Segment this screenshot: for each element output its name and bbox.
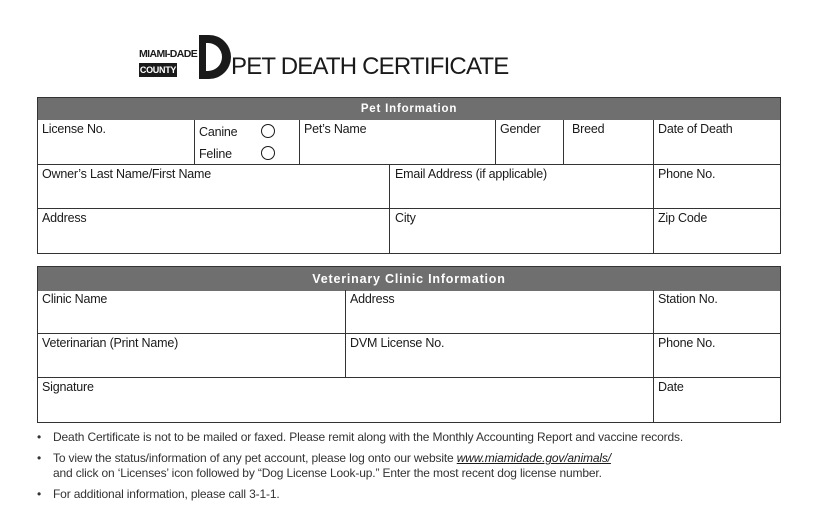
dvm-license-field[interactable] xyxy=(346,334,654,378)
note-website-text-2: and click on ‘Licenses’ icon followed by “Dog License Look-up.” Enter the most recent dog license number. xyxy=(53,466,602,480)
city-label: City xyxy=(395,211,416,225)
pets-name-field[interactable] xyxy=(300,120,496,165)
notes-list xyxy=(35,430,805,508)
note-website-text: To view the status/information of any pet account, please log onto our website xyxy=(53,451,457,465)
gender-field[interactable] xyxy=(496,120,564,165)
gender-label: Gender xyxy=(500,122,541,136)
veterinarian-field[interactable] xyxy=(38,334,346,378)
vet-clinic-section xyxy=(37,266,781,423)
email-field[interactable] xyxy=(390,165,654,209)
feline-radio[interactable] xyxy=(261,146,275,160)
license-no-label: License No. xyxy=(42,122,106,136)
date-of-death-field[interactable] xyxy=(654,120,780,165)
miami-dade-logo xyxy=(139,35,231,79)
clinic-name-label: Clinic Name xyxy=(42,292,108,306)
species-field xyxy=(195,120,300,165)
date-label: Date xyxy=(658,380,684,394)
pet-information-section xyxy=(37,97,781,254)
owner-address-label: Address xyxy=(42,211,87,225)
owner-phone-field[interactable] xyxy=(654,165,780,209)
dvm-license-label: DVM License No. xyxy=(350,336,445,350)
logo-text-top: MIAMI-DADE xyxy=(139,48,198,60)
station-no-label: Station No. xyxy=(658,292,718,306)
clinic-name-field[interactable] xyxy=(38,290,346,334)
owner-name-field[interactable] xyxy=(38,165,390,209)
signature-field[interactable] xyxy=(38,378,654,422)
website-link[interactable]: www.miamidade.gov/animals/ xyxy=(456,451,611,465)
clinic-address-label: Address xyxy=(350,292,395,306)
veterinarian-label: Veterinarian (Print Name) xyxy=(42,336,179,350)
note-call-text: For additional information, please call 3-1-1. xyxy=(53,487,280,501)
canine-radio[interactable] xyxy=(261,124,275,138)
canine-label: Canine xyxy=(199,125,238,139)
bullet: • xyxy=(37,451,42,465)
zip-code-label: Zip Code xyxy=(658,211,708,225)
note-mailing xyxy=(35,430,805,445)
email-label: Email Address (if applicable) xyxy=(395,167,547,181)
vet-phone-label: Phone No. xyxy=(658,336,716,350)
signature-label: Signature xyxy=(42,380,94,394)
feline-label: Feline xyxy=(199,147,232,161)
date-of-death-label: Date of Death xyxy=(658,122,733,136)
license-no-field[interactable] xyxy=(38,120,195,165)
owner-address-field[interactable] xyxy=(38,209,390,253)
zip-code-field[interactable] xyxy=(654,209,780,253)
clinic-address-field[interactable] xyxy=(346,290,654,334)
vet-phone-field[interactable] xyxy=(654,334,780,378)
pets-name-label: Pet’s Name xyxy=(304,122,367,136)
logo-text-bottom: COUNTY xyxy=(139,65,177,75)
bullet: • xyxy=(37,487,42,501)
vet-clinic-heading: Veterinary Clinic Information xyxy=(38,267,780,291)
city-field[interactable] xyxy=(390,209,654,253)
note-website xyxy=(35,451,805,481)
owner-phone-label: Phone No. xyxy=(658,167,716,181)
note-mailing-text: Death Certificate is not to be mailed or faxed. Please remit along with the Monthly Accounting Report and vaccine records. xyxy=(53,430,684,444)
date-field[interactable] xyxy=(654,378,780,422)
breed-field[interactable] xyxy=(564,120,654,165)
pet-information-heading: Pet Information xyxy=(38,98,780,120)
page-title: PET DEATH CERTIFICATE xyxy=(231,53,509,80)
owner-name-label: Owner’s Last Name/First Name xyxy=(42,167,211,181)
bullet: • xyxy=(37,430,42,444)
note-call xyxy=(35,487,805,502)
station-no-field[interactable] xyxy=(654,290,780,334)
breed-label: Breed xyxy=(572,122,605,136)
